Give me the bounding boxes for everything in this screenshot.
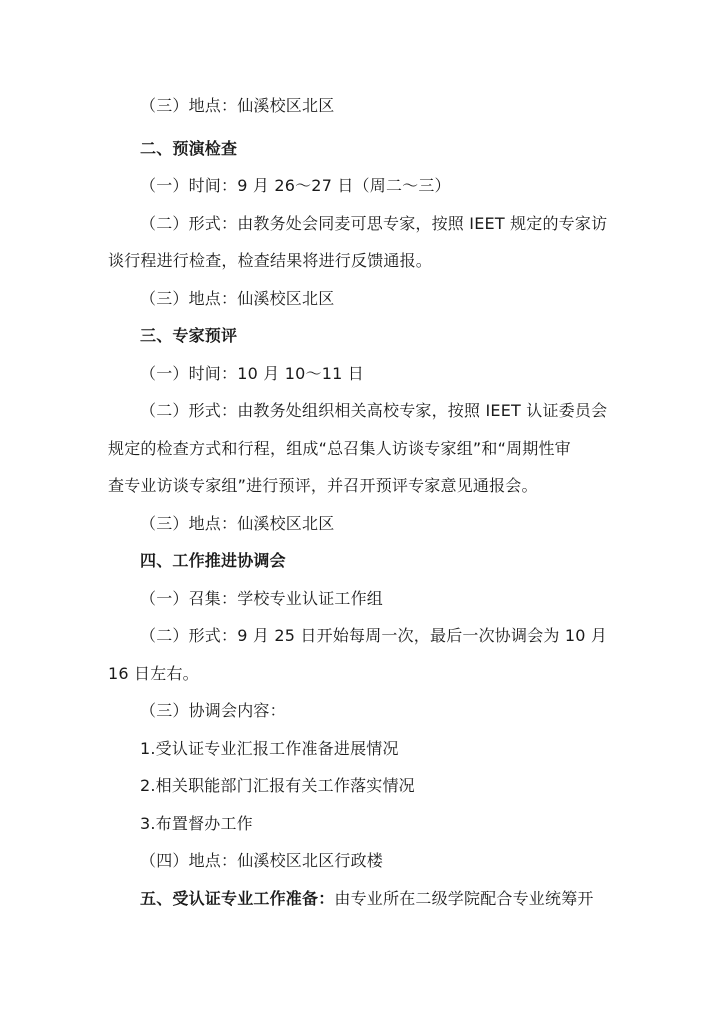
meeting-convener: （一）召集：学校专业认证工作组 [140, 589, 384, 608]
meeting-content-item-2: 2.相关职能部门汇报有关工作落实情况 [140, 776, 415, 795]
rehearsal-location: （三）地点：仙溪校区北区 [140, 289, 335, 308]
heading-rehearsal-check: 二、预演检查 [140, 139, 238, 158]
rehearsal-form-line1: （二）形式：由教务处会同麦可思专家，按照 IEET 规定的专家访 [140, 214, 608, 233]
pre-review-location: （三）地点：仙溪校区北区 [140, 514, 335, 533]
heading-coordination-meeting: 四、工作推进协调会 [140, 551, 286, 570]
heading-major-preparation: 五、受认证专业工作准备： [140, 889, 335, 908]
meeting-content-heading: （三）协调会内容： [140, 701, 286, 720]
section5-line [140, 889, 594, 909]
pre-review-form-line2: 规定的检查方式和行程，组成“总召集人访谈专家组”和“周期性审 [108, 439, 571, 458]
pre-review-time: （一）时间：10 月 10～11 日 [140, 364, 364, 383]
meeting-form-line1: （二）形式：9 月 25 日开始每周一次，最后一次协调会为 10 月 [140, 626, 608, 645]
section1-location: （三）地点：仙溪校区北区 [140, 96, 335, 115]
meeting-form-line2: 16 日左右。 [108, 664, 199, 683]
rehearsal-time: （一）时间：9 月 26～27 日（周二～三） [140, 176, 451, 195]
meeting-content-item-1: 1.受认证专业汇报工作准备进展情况 [140, 739, 399, 758]
meeting-location: （四）地点：仙溪校区北区行政楼 [140, 851, 384, 870]
section5-text: 由专业所在二级学院配合专业统筹开 [334, 889, 594, 908]
pre-review-form-line1: （二）形式：由教务处组织相关高校专家，按照 IEET 认证委员会 [140, 401, 608, 420]
heading-expert-pre-review: 三、专家预评 [140, 326, 238, 345]
rehearsal-form-line2: 谈行程进行检查，检查结果将进行反馈通报。 [108, 251, 433, 270]
pre-review-form-line3: 查专业访谈专家组”进行预评，并召开预评专家意见通报会。 [108, 476, 538, 495]
meeting-content-item-3: 3.布置督办工作 [140, 814, 253, 833]
